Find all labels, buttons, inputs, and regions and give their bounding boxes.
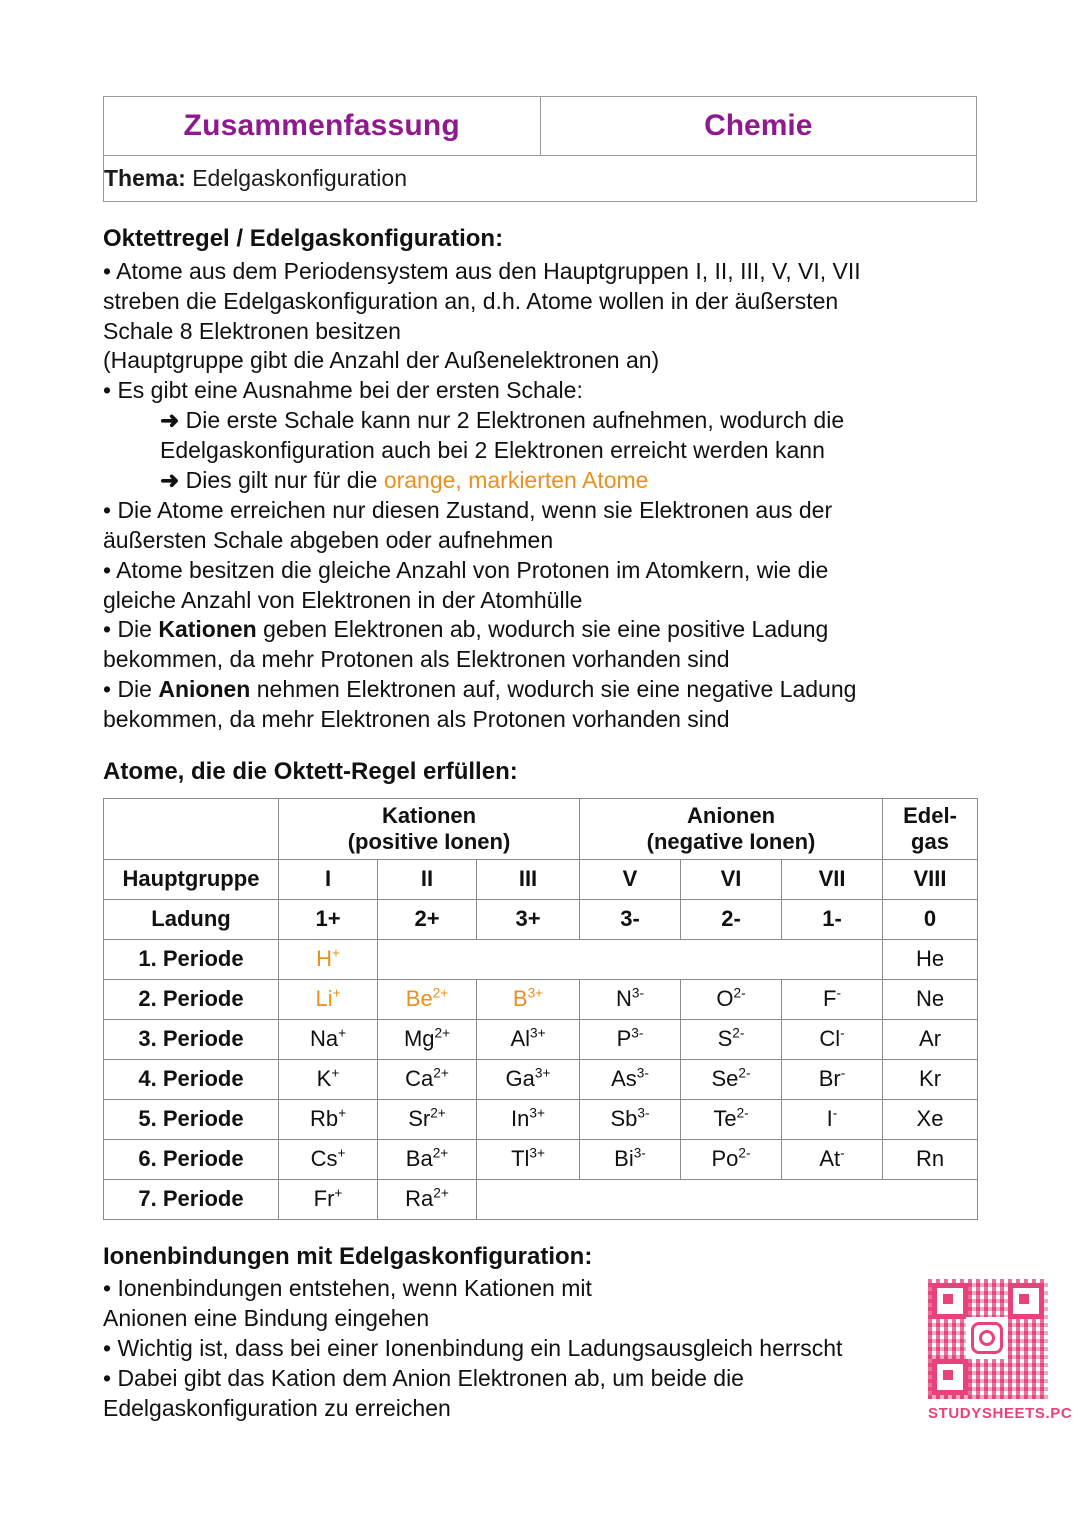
table-period-rows (104, 939, 978, 1219)
element-charge: - (840, 1145, 845, 1161)
oktett-line-1: • Atome aus dem Periodensystem aus den Hauptgruppen I, II, III, V, VI, VII (103, 257, 861, 284)
table-cell-element (477, 1019, 580, 1059)
element-symbol: Sb (610, 1106, 638, 1132)
header-subject-cell: Chemie (540, 97, 977, 156)
element-charge: 2+ (432, 985, 449, 1001)
ladung-II: 2+ (378, 899, 477, 939)
row-label-periode: 4. Periode (104, 1059, 279, 1099)
hauptgruppe-III: III (477, 859, 580, 899)
oktett-line-4: (Hauptgruppe gibt die Anzahl der Außenelektronen an) (103, 347, 660, 374)
element-charge: 3+ (529, 1145, 545, 1161)
element-charge: 2+ (434, 1025, 451, 1041)
ionen-line-5: Edelgaskonfiguration zu erreichen (103, 1394, 451, 1421)
kationen-keyword: Kationen (158, 616, 257, 643)
element-charge: 3- (631, 985, 645, 1001)
table-cell-element (580, 1099, 681, 1139)
element-charge: 2- (738, 1145, 751, 1161)
header-row-thema (104, 156, 977, 202)
element-symbol: Rb (309, 1106, 339, 1132)
element-symbol: He (915, 946, 945, 972)
element-symbol: Bi (614, 1146, 634, 1172)
element-symbol: Kr (919, 1066, 942, 1092)
table-cell-element (782, 1139, 883, 1179)
row-label-hauptgruppe: Hauptgruppe (104, 859, 279, 899)
table-cell-element (279, 939, 378, 979)
anionen-post: nehmen Elektronen auf, wodurch sie eine negative Ladung (250, 676, 857, 703)
table-row-hauptgruppe (104, 859, 978, 899)
table-cell-element (477, 1139, 580, 1179)
table-cell-element (681, 1019, 782, 1059)
row-label-ladung: Ladung (104, 899, 279, 939)
element-charge: 2- (736, 1105, 749, 1121)
table-cell-element (782, 1019, 883, 1059)
element-charge: 2+ (432, 1145, 449, 1161)
kationen-pre: • Die (103, 616, 159, 643)
element-symbol: B (512, 986, 528, 1012)
element-charge: 3- (637, 1105, 650, 1121)
row-label-periode: 2. Periode (104, 979, 279, 1019)
element-charge: + (338, 1105, 347, 1121)
row-label-periode: 7. Periode (104, 1179, 279, 1219)
group-header-kationen-line1: Kationen (381, 802, 477, 828)
table-cell-element (477, 979, 580, 1019)
element-symbol: Rn (915, 1146, 945, 1172)
element-symbol: Ra (405, 1186, 434, 1212)
element-charge: + (332, 985, 341, 1001)
element-symbol: Fr (313, 1186, 335, 1212)
oktett-sub-1-text: Die erste Schale kann nur 2 Elektronen aufnehmen, wodurch die (185, 407, 845, 434)
table-group-header-row (104, 798, 978, 859)
table-row (104, 1019, 978, 1059)
element-charge: 3- (636, 1065, 649, 1081)
element-symbol: Ca (405, 1066, 434, 1092)
anionen-pre: • Die (103, 676, 159, 703)
group-header-anionen (580, 798, 883, 859)
ladung-V: 3- (580, 899, 681, 939)
arrow-icon: ➜ (160, 407, 180, 434)
table-cell-element (681, 979, 782, 1019)
table-cell-empty (477, 1179, 978, 1219)
element-charge: + (337, 1145, 346, 1161)
ionen-line-3: • Wichtig ist, dass bei einer Ionenbindung ein Ladungsausgleich herrscht (103, 1335, 843, 1362)
group-header-kationen (279, 798, 580, 859)
group-header-edelgas-line2: gas (911, 828, 949, 854)
ladung-I: 1+ (279, 899, 378, 939)
ionen-line-4: • Dabei gibt das Kation dem Anion Elektronen ab, um beide die (103, 1365, 744, 1392)
table-cell-element (580, 979, 681, 1019)
hauptgruppe-VI: VI (681, 859, 782, 899)
element-symbol: Se (711, 1066, 739, 1092)
table-cell-element (883, 939, 978, 979)
section-heading-oktett-tabelle: Atome, die die Oktett-Regel erfüllen: (103, 757, 518, 785)
oktett-sub-1 (160, 406, 977, 436)
instagram-icon (971, 1322, 1003, 1354)
element-symbol: Ga (505, 1066, 535, 1092)
table-cell-element (580, 1019, 681, 1059)
table-cell-element (782, 1099, 883, 1139)
row-label-periode: 6. Periode (104, 1139, 279, 1179)
element-charge: 2+ (433, 1065, 449, 1081)
oktett-line-6: • Die Atome erreichen nur diesen Zustand, wenn sie Elektronen aus der (103, 496, 833, 523)
element-symbol: P (616, 1026, 632, 1052)
ionen-line-1: • Ionenbindungen entstehen, wenn Kationen mit (103, 1275, 592, 1302)
hauptgruppe-VIII: VIII (883, 859, 978, 899)
anionen-line-2: bekommen, da mehr Elektronen als Protonen vorhanden sind (103, 706, 730, 733)
element-charge: 3- (631, 1025, 644, 1041)
element-charge: - (840, 1065, 846, 1081)
kationen-post: geben Elektronen ab, wodurch sie eine positive Ladung (256, 616, 829, 643)
header-row-title (104, 97, 977, 156)
element-symbol: S (717, 1026, 733, 1052)
table-cell-element (782, 1059, 883, 1099)
oktett-table (103, 798, 978, 1220)
element-charge: 3+ (530, 1025, 546, 1041)
ladung-VIII: 0 (883, 899, 978, 939)
table-cell-element (681, 1059, 782, 1099)
element-symbol: Na (309, 1026, 339, 1052)
table-row (104, 1139, 978, 1179)
table-row-ladung (104, 899, 978, 939)
element-charge: 3+ (529, 1105, 545, 1121)
element-symbol: H (316, 946, 332, 972)
anionen-keyword: Anionen (158, 676, 251, 703)
element-charge: + (331, 1065, 340, 1081)
table-cell-element (580, 1139, 681, 1179)
element-symbol: O (716, 986, 734, 1012)
hauptgruppe-I: I (279, 859, 378, 899)
table-cell-element (279, 1139, 378, 1179)
group-header-anionen-line1: Anionen (687, 802, 776, 828)
thema-value: Edelgaskonfiguration (192, 165, 408, 191)
oktett-line-8: • Atome besitzen die gleiche Anzahl von Protonen im Atomkern, wie die (103, 556, 829, 583)
oktett-line-9: gleiche Anzahl von Elektronen in der Atomhülle (103, 586, 583, 613)
element-symbol: Xe (916, 1106, 944, 1132)
table-cell-element (883, 1059, 978, 1099)
oktett-line-5: • Es gibt eine Ausnahme bei der ersten Schale: (103, 377, 583, 404)
section-heading-oktettregel: Oktettregel / Edelgaskonfiguration: (103, 225, 504, 252)
hauptgruppe-II: II (378, 859, 477, 899)
element-symbol: Cs (310, 1146, 338, 1172)
table-cell-element (681, 1099, 782, 1139)
table-cell-element (378, 1099, 477, 1139)
element-symbol: I (826, 1106, 833, 1132)
table-cell-element (782, 979, 883, 1019)
table-row (104, 979, 978, 1019)
element-charge: 2+ (433, 1185, 449, 1201)
table-cell-element (279, 979, 378, 1019)
table-row (104, 1179, 978, 1219)
table-cell-element (580, 1059, 681, 1099)
group-header-anionen-line2: (negative Ionen) (646, 828, 816, 854)
element-charge: 3- (633, 1145, 646, 1161)
row-label-periode: 3. Periode (104, 1019, 279, 1059)
table-cell-element (378, 1139, 477, 1179)
oktett-line-7: äußersten Schale abgeben oder aufnehmen (103, 526, 554, 553)
kationen-line (103, 615, 977, 645)
element-charge: + (331, 945, 340, 961)
row-label-periode: 1. Periode (104, 939, 279, 979)
element-symbol: Br (818, 1066, 841, 1092)
table-cell-element (378, 1019, 477, 1059)
element-charge: 2- (733, 985, 746, 1001)
arrow-icon-2: ➜ (160, 466, 180, 493)
element-charge: - (840, 1025, 845, 1041)
table-cell-element (883, 1099, 978, 1139)
element-symbol: Ba (405, 1146, 433, 1172)
ladung-III: 3+ (477, 899, 580, 939)
element-symbol: Sr (408, 1106, 431, 1132)
qr-finder-bottom-left-icon (932, 1359, 968, 1395)
element-symbol: In (511, 1106, 530, 1132)
qr-code-block[interactable] (928, 1279, 1073, 1422)
element-symbol: Mg (403, 1026, 435, 1052)
header-table (103, 96, 977, 202)
table-row (104, 939, 978, 979)
element-symbol: K (316, 1066, 332, 1092)
oktett-line-2: streben die Edelgaskonfiguration an, d.h. Atome wollen in der äußersten (103, 287, 839, 314)
group-header-kationen-line2: (positive Ionen) (347, 828, 511, 854)
ionen-line-2: Anionen eine Bindung eingehen (103, 1305, 430, 1332)
thema-label: Thema: (104, 165, 186, 191)
table-cell-element (378, 1179, 477, 1219)
element-symbol: Po (711, 1146, 739, 1172)
table-cell-element (883, 1019, 978, 1059)
element-symbol: At (819, 1146, 841, 1172)
table-cell-element (378, 979, 477, 1019)
group-header-edelgas (883, 798, 978, 859)
element-symbol: Ar (919, 1026, 942, 1052)
table-corner-cell (104, 798, 279, 859)
table-cell-element (279, 1019, 378, 1059)
header-thema-cell (104, 156, 977, 202)
element-charge: + (338, 1025, 347, 1041)
table-cell-element (883, 1139, 978, 1179)
table-cell-element (883, 979, 978, 1019)
element-symbol: Al (510, 1026, 531, 1052)
hauptgruppe-V: V (580, 859, 681, 899)
table-cell-empty (378, 939, 883, 979)
table-row (104, 1059, 978, 1099)
qr-finder-top-right-icon (1008, 1283, 1044, 1319)
table-cell-element (279, 1099, 378, 1139)
element-symbol: Cl (819, 1026, 841, 1052)
qr-caption: STUDYSHEETS.PC (928, 1405, 1073, 1422)
oktett-sub-2-text: Dies gilt nur für die (185, 466, 384, 493)
element-symbol: Ne (915, 986, 945, 1012)
qr-code-image[interactable] (928, 1279, 1048, 1399)
element-charge: 2+ (430, 1105, 446, 1121)
oktett-sub-1-cont: Edelgaskonfiguration auch bei 2 Elektronen erreicht werden kann (160, 437, 825, 464)
element-charge: 3+ (534, 1065, 551, 1081)
qr-center-logo (966, 1317, 1008, 1359)
element-symbol: Te (713, 1106, 737, 1132)
element-symbol: Tl (511, 1146, 530, 1172)
row-label-periode: 5. Periode (104, 1099, 279, 1139)
element-charge: + (334, 1185, 343, 1201)
element-charge: 2- (732, 1025, 745, 1041)
table-cell-element (681, 1139, 782, 1179)
element-charge: - (832, 1105, 838, 1121)
table-cell-element (477, 1099, 580, 1139)
table-cell-element (279, 1059, 378, 1099)
oktett-sub-2 (160, 466, 977, 496)
element-symbol: Li (315, 986, 333, 1012)
section-heading-ionenbindungen: Ionenbindungen mit Edelgaskonfiguration: (103, 1242, 593, 1270)
ladung-VI: 2- (681, 899, 782, 939)
table-cell-element (378, 1059, 477, 1099)
oktett-line-3: Schale 8 Elektronen besitzen (103, 317, 401, 344)
anionen-line (103, 675, 977, 705)
element-symbol: As (611, 1066, 637, 1092)
document-page (103, 96, 977, 1424)
table-cell-element (477, 1059, 580, 1099)
element-charge: 3+ (527, 985, 544, 1001)
table-cell-element (279, 1179, 378, 1219)
oktett-sub-2-highlight: orange, markierten Atome (383, 466, 649, 493)
table-row (104, 1099, 978, 1139)
ladung-VII: 1- (782, 899, 883, 939)
hauptgruppe-VII: VII (782, 859, 883, 899)
kationen-line-2: bekommen, da mehr Protonen als Elektronen vorhanden sind (103, 646, 730, 673)
element-symbol: F (823, 986, 837, 1012)
element-symbol: N (616, 986, 632, 1012)
element-symbol: Be (405, 986, 433, 1012)
element-charge: 2- (738, 1065, 751, 1081)
qr-finder-top-left-icon (932, 1283, 968, 1319)
element-charge: - (836, 985, 842, 1001)
group-header-edelgas-line1: Edel- (903, 802, 957, 828)
header-title-cell: Zusammenfassung (104, 97, 541, 156)
